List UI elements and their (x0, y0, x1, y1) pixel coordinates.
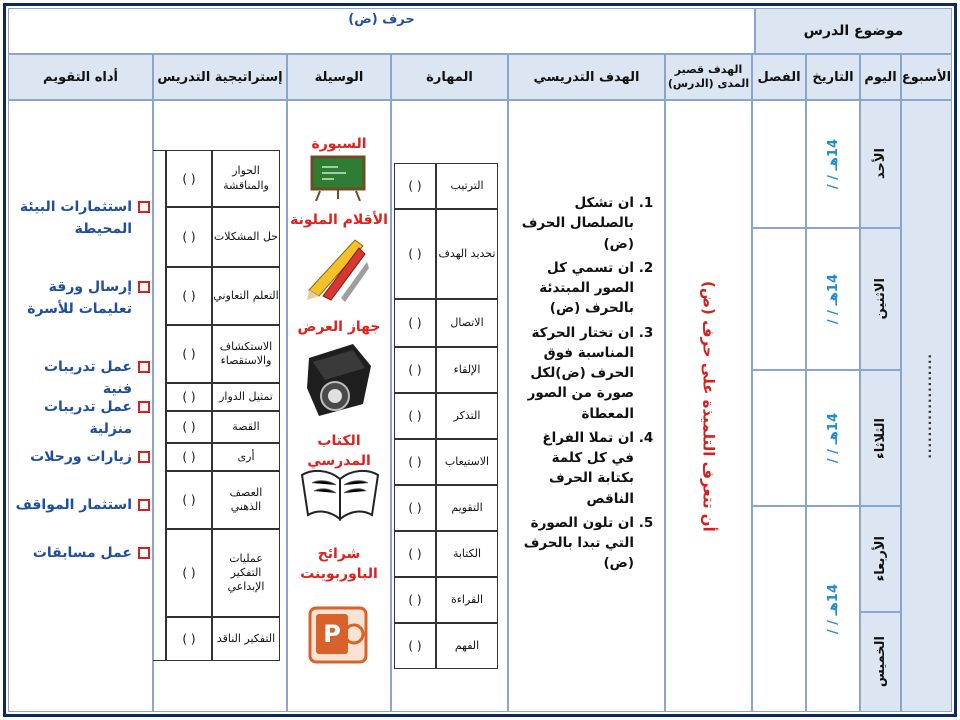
evaluation-label: إرسال ورقة تعليمات للأسرة (27, 279, 132, 318)
date-value: 14هـ / / (825, 412, 841, 464)
day-cell-tuesday (860, 370, 901, 506)
col-objective: الهدف التدريسي (508, 54, 665, 100)
strategy-label: القصة (212, 411, 280, 443)
day-cell-sunday (860, 100, 901, 228)
evaluation-label: استثمارات البيئة المحيطة (19, 199, 132, 238)
day-cell-wednesday (860, 506, 901, 612)
strategy-label: العصف الذهني (212, 471, 280, 529)
strategy-check[interactable]: ( ) (166, 325, 212, 383)
evaluation-item[interactable] (12, 542, 150, 582)
checkbox-icon[interactable] (138, 401, 150, 413)
pencils-icon (305, 232, 371, 302)
skill-check[interactable]: ( ) (394, 623, 436, 669)
skill-check[interactable]: ( ) (394, 393, 436, 439)
short-goal-cell (665, 100, 752, 712)
skill-check[interactable]: ( ) (394, 531, 436, 577)
objective-item: 5. ان تلون الصورة التي تبدا بالحرف (ض) (519, 513, 634, 574)
checkbox-icon[interactable] (138, 547, 150, 559)
strategy-check[interactable]: ( ) (166, 529, 212, 617)
skill-label: القراءة (436, 577, 498, 623)
skill-check[interactable]: ( ) (394, 299, 436, 347)
class-cell-3[interactable] (752, 370, 806, 506)
objective-item: 2. ان تسمي كل الصور المبتدئة بالحرف (ض) (519, 258, 634, 319)
skill-check[interactable]: ( ) (394, 209, 436, 299)
strategy-label: أرى (212, 443, 280, 471)
checkbox-icon[interactable] (138, 451, 150, 463)
evaluation-item[interactable] (12, 494, 150, 542)
strategy-check[interactable]: ( ) (166, 207, 212, 267)
evaluation-item[interactable] (12, 268, 150, 356)
means-projector-label: جهاز العرض (297, 319, 381, 335)
short-goal-text: أن تتعرف التلميذة على حرف (ض) (699, 280, 718, 532)
open-book-icon (300, 465, 380, 525)
skill-label: الإلقاء (436, 347, 498, 393)
strategy-check[interactable]: ( ) (166, 617, 212, 661)
evaluation-list (12, 196, 150, 582)
means-powerpoint-label: شرائح الباوربوينت (300, 546, 378, 582)
col-skill: المهارة (391, 54, 508, 100)
strategy-label: تمثيل الدوار (212, 383, 280, 411)
col-date: التاريخ (806, 54, 860, 100)
date-cell-tuesday[interactable] (806, 370, 860, 506)
date-value: 14هـ / / (825, 273, 841, 325)
lesson-topic-value: حرف (ض) (8, 8, 755, 54)
means-book-label: الكتاب المدرسي (307, 433, 371, 469)
class-cell-2[interactable] (752, 228, 806, 370)
checkbox-icon[interactable] (138, 281, 150, 293)
evaluation-item[interactable] (12, 446, 150, 494)
skill-check[interactable]: ( ) (394, 577, 436, 623)
day-name: الثلاثاء (873, 417, 888, 459)
evaluation-label: زيارات ورحلات (30, 449, 132, 465)
strategy-label: الحوار والمناقشة (212, 150, 280, 207)
strategy-check[interactable]: ( ) (166, 443, 212, 471)
projector-icon (303, 338, 375, 420)
date-cell-sunday[interactable] (806, 100, 860, 228)
strategy-label: الاستكشاف والاستقصاء (212, 325, 280, 383)
skill-label: الاتصال (436, 299, 498, 347)
skill-check[interactable]: ( ) (394, 485, 436, 531)
skill-label: الترتيب (436, 163, 498, 209)
skills-table (394, 163, 498, 669)
col-means: الوسيلة (287, 54, 391, 100)
evaluation-label: عمل مسابقات (32, 545, 132, 561)
skill-label: الاستيعاب (436, 439, 498, 485)
date-value: 14هـ / / (825, 583, 841, 635)
day-cell-thursday (860, 612, 901, 712)
col-day: اليوم (860, 54, 901, 100)
strategy-check[interactable]: ( ) (166, 150, 212, 207)
objectives-cell (508, 100, 665, 712)
day-name: الاثنين (873, 278, 888, 320)
objectives-list (519, 193, 656, 574)
skill-check[interactable]: ( ) (394, 439, 436, 485)
week-dotted-value: ................... (919, 353, 934, 459)
date-value: 14هـ / / (825, 138, 841, 190)
svg-text:P: P (323, 620, 341, 648)
means-pencils-label: الأقلام الملونة (290, 212, 388, 228)
powerpoint-icon (306, 602, 370, 666)
means-blackboard-label: السبورة (311, 136, 367, 152)
evaluation-item[interactable] (12, 196, 150, 268)
day-name: الأربعاء (873, 536, 888, 582)
skill-label: التذكر (436, 393, 498, 439)
week-cell (901, 100, 952, 712)
strategy-check[interactable]: ( ) (166, 267, 212, 325)
skill-label: الكتابة (436, 531, 498, 577)
day-name: الخميس (873, 636, 888, 688)
checkbox-icon[interactable] (138, 201, 150, 213)
col-week: الأسبوع (901, 54, 952, 100)
col-class: الفصل (752, 54, 806, 100)
col-short-goal: الهدف قصير المدى (الدرس) (665, 54, 752, 100)
skill-check[interactable]: ( ) (394, 347, 436, 393)
checkbox-icon[interactable] (138, 499, 150, 511)
objective-item: 1. ان تشكل بالصلصال الحرف (ض) (519, 193, 634, 254)
day-name: الأحد (873, 148, 888, 180)
strategy-table (150, 150, 280, 661)
evaluation-item[interactable] (12, 356, 150, 396)
evaluation-label: عمل تدريبات منزلية (43, 399, 132, 438)
objective-item: 4. ان تملا الفراغ في كل كلمة بكتابة الحرف الناقص (519, 428, 634, 509)
skill-label: تحديد الهدف (436, 209, 498, 299)
col-strategy: إستراتيجية التدريس (153, 54, 287, 100)
col-evaluation: أداه التقويم (8, 54, 153, 100)
evaluation-item[interactable] (12, 396, 150, 446)
day-cell-monday (860, 228, 901, 370)
blackboard-icon (308, 155, 368, 201)
class-cell-4[interactable] (752, 506, 806, 712)
date-cell-monday[interactable] (806, 228, 860, 370)
strategy-check[interactable]: ( ) (166, 411, 212, 443)
skill-label: التقويم (436, 485, 498, 531)
checkbox-icon[interactable] (138, 361, 150, 373)
strategy-label: عمليات التفكير الإبداعي (212, 529, 280, 617)
strategy-check[interactable]: ( ) (166, 471, 212, 529)
strategy-label: التفكير الناقد (212, 617, 280, 661)
strategy-check[interactable]: ( ) (166, 383, 212, 411)
skill-check[interactable]: ( ) (394, 163, 436, 209)
evaluation-label: عمل تدريبات فنية (43, 359, 132, 398)
objective-item: 3. ان تختار الحركة المناسبة فوق الحرف (ض)لكل صورة من الصور المعطاة (519, 323, 634, 424)
strategy-label: التعلم التعاوني (212, 267, 280, 325)
class-cell-1[interactable] (752, 100, 806, 228)
lesson-topic-label: موضوع الدرس (755, 8, 952, 54)
strategy-label: حل المشكلات (212, 207, 280, 267)
date-cell-wed-thu[interactable] (806, 506, 860, 712)
skill-label: الفهم (436, 623, 498, 669)
evaluation-label: استثمار المواقف (15, 497, 132, 513)
